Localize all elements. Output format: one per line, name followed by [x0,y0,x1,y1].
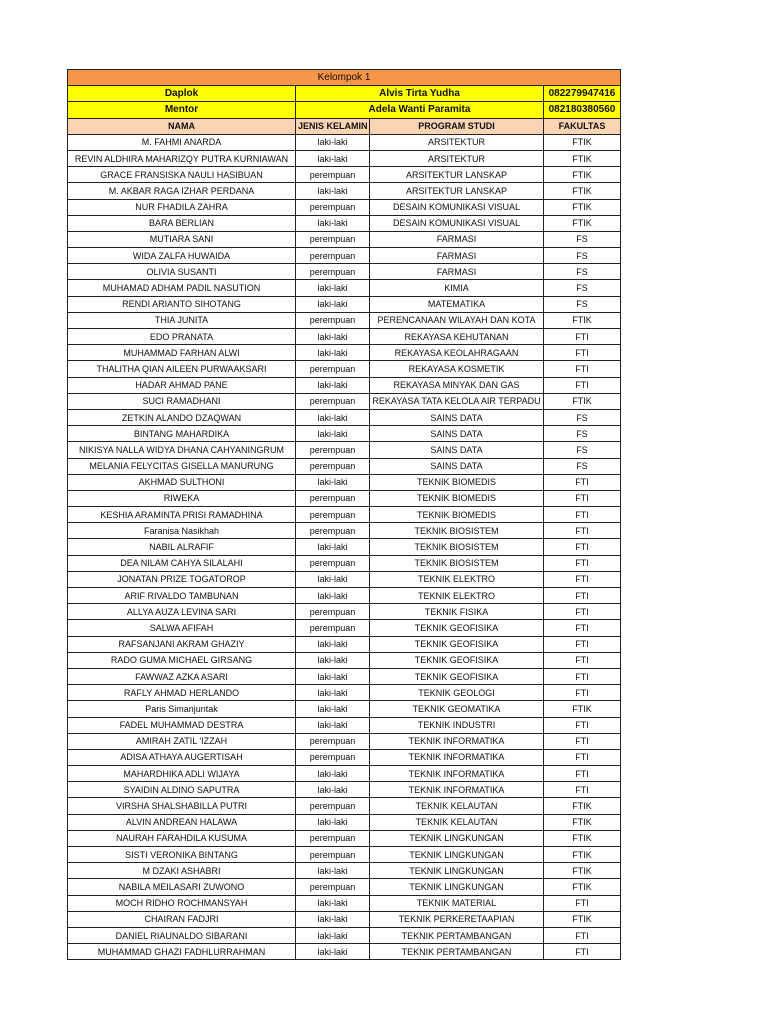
table-row [68,668,621,684]
member-faculty: FTI [544,604,621,620]
table-row [68,863,621,879]
member-name: M. AKBAR RAGA IZHAR PERDANA [68,183,296,199]
member-faculty: FTIK [544,863,621,879]
member-faculty: FTIK [544,150,621,166]
member-gender: perempuan [296,879,370,895]
member-faculty: FTI [544,685,621,701]
member-faculty: FTI [544,652,621,668]
member-gender: perempuan [296,361,370,377]
daplok-name: Alvis Tirta Yudha [296,86,544,102]
member-faculty: FTI [544,571,621,587]
member-name: MUHAMMAD GHAZI FADHLURRAHMAN [68,944,296,960]
member-gender: laki-laki [296,863,370,879]
table-row [68,183,621,199]
member-program: TEKNIK LINGKUNGAN [370,863,544,879]
member-name: ALVIN ANDREAN HALAWA [68,814,296,830]
member-program: TEKNIK PERTAMBANGAN [370,944,544,960]
table-row [68,361,621,377]
member-program: TEKNIK BIOMEDIS [370,474,544,490]
member-faculty: FTI [544,766,621,782]
member-gender: laki-laki [296,685,370,701]
group-member-table [67,69,621,960]
table-row [68,733,621,749]
member-name: SUCI RAMADHANI [68,393,296,409]
member-gender: laki-laki [296,701,370,717]
member-faculty: FTIK [544,911,621,927]
member-program: SAINS DATA [370,409,544,425]
member-program: TEKNIK INFORMATIKA [370,749,544,765]
member-gender: perempuan [296,749,370,765]
member-name: NUR FHADILA ZAHRA [68,199,296,215]
member-gender: perempuan [296,312,370,328]
member-gender: laki-laki [296,571,370,587]
member-faculty: FS [544,231,621,247]
table-row [68,329,621,345]
member-faculty: FTIK [544,183,621,199]
member-program: TEKNIK FISIKA [370,604,544,620]
member-gender: laki-laki [296,895,370,911]
member-name: SALWA AFIFAH [68,620,296,636]
member-name: ADISA ATHAYA AUGERTISAH [68,749,296,765]
member-name: SISTI VERONIKA BINTANG [68,847,296,863]
member-program: TEKNIK GEOLOGI [370,685,544,701]
header-fakultas: FAKULTAS [544,118,621,134]
member-faculty: FS [544,409,621,425]
member-gender: laki-laki [296,782,370,798]
table-row [68,264,621,280]
table-row [68,442,621,458]
table-row [68,426,621,442]
table-row [68,701,621,717]
member-program: SAINS DATA [370,426,544,442]
member-gender: perempuan [296,620,370,636]
member-gender: perempuan [296,830,370,846]
table-row [68,944,621,960]
member-faculty: FS [544,426,621,442]
member-program: TEKNIK PERKERETAAPIAN [370,911,544,927]
member-gender: laki-laki [296,345,370,361]
column-header-row [68,118,621,134]
member-name: AMIRAH ZATIL 'IZZAH [68,733,296,749]
member-name: NABILA MEILASARI ZUWONO [68,879,296,895]
member-name: MOCH RIDHO ROCHMANSYAH [68,895,296,911]
member-program: TEKNIK INFORMATIKA [370,782,544,798]
member-name: FAWWAZ AZKA ASARI [68,668,296,684]
member-program: ARSITEKTUR [370,134,544,150]
mentor-label: Mentor [68,102,296,118]
member-program: TEKNIK BIOSISTEM [370,539,544,555]
member-gender: perempuan [296,507,370,523]
member-faculty: FTIK [544,167,621,183]
member-name: DEA NILAM CAHYA SILALAHI [68,555,296,571]
member-gender: laki-laki [296,426,370,442]
table-row [68,766,621,782]
member-program: REKAYASA KEHUTANAN [370,329,544,345]
table-row [68,604,621,620]
member-name: SYAIDIN ALDINO SAPUTRA [68,782,296,798]
member-faculty: FTIK [544,814,621,830]
table-row [68,134,621,150]
member-faculty: FS [544,248,621,264]
member-program: TEKNIK KELAUTAN [370,798,544,814]
member-faculty: FTIK [544,215,621,231]
member-name: M. FAHMI ANARDA [68,134,296,150]
member-faculty: FTI [544,895,621,911]
member-name: BARA BERLIAN [68,215,296,231]
member-name: MUHAMMAD FARHAN ALWI [68,345,296,361]
member-name: MELANIA FELYCITAS GISELLA MANURUNG [68,458,296,474]
daplok-label: Daplok [68,86,296,102]
member-gender: laki-laki [296,280,370,296]
member-gender: perempuan [296,733,370,749]
member-name: NABIL ALRAFIF [68,539,296,555]
member-faculty: FTI [544,507,621,523]
table-row [68,393,621,409]
member-gender: perempuan [296,523,370,539]
member-faculty: FTI [544,636,621,652]
member-gender: laki-laki [296,814,370,830]
member-faculty: FTI [544,523,621,539]
member-gender: perempuan [296,555,370,571]
member-gender: laki-laki [296,539,370,555]
member-name: REVIN ALDHIRA MAHARIZQY PUTRA KURNIAWAN [68,150,296,166]
member-name: OLIVIA SUSANTI [68,264,296,280]
member-name: THALITHA QIAN AILEEN PURWAAKSARI [68,361,296,377]
daplok-phone: 082279947416 [544,86,621,102]
member-program: TEKNIK GEOFISIKA [370,620,544,636]
member-name: WIDA ZALFA HUWAIDA [68,248,296,264]
header-jenis-kelamin: JENIS KELAMIN [296,118,370,134]
member-faculty: FS [544,296,621,312]
member-gender: laki-laki [296,134,370,150]
table-row [68,490,621,506]
member-program: ARSITEKTUR [370,150,544,166]
member-name: RAFLY AHMAD HERLANDO [68,685,296,701]
member-program: TEKNIK INFORMATIKA [370,766,544,782]
member-gender: laki-laki [296,377,370,393]
table-row [68,847,621,863]
table-row [68,685,621,701]
member-faculty: FTI [544,555,621,571]
table-row [68,345,621,361]
member-program: SAINS DATA [370,458,544,474]
member-name: DANIEL RIAUNALDO SIBARANI [68,927,296,943]
member-program: REKAYASA KOSMETIK [370,361,544,377]
member-gender: laki-laki [296,944,370,960]
table-row [68,652,621,668]
mentor-row [68,102,621,118]
member-name: HADAR AHMAD PANE [68,377,296,393]
member-faculty: FTI [544,717,621,733]
table-row [68,895,621,911]
member-faculty: FTI [544,620,621,636]
member-program: TEKNIK ELEKTRO [370,588,544,604]
table-row [68,507,621,523]
table-row [68,312,621,328]
table-row [68,539,621,555]
table-row [68,782,621,798]
member-program: TEKNIK GEOMATIKA [370,701,544,717]
member-faculty: FS [544,458,621,474]
table-row [68,636,621,652]
member-gender: perempuan [296,231,370,247]
table-row [68,167,621,183]
member-gender: laki-laki [296,766,370,782]
member-faculty: FTIK [544,847,621,863]
member-faculty: FTI [544,474,621,490]
member-faculty: FTIK [544,199,621,215]
member-name: RENDI ARIANTO SIHOTANG [68,296,296,312]
member-name: CHAIRAN FADJRI [68,911,296,927]
member-name: RAFSANJANI AKRAM GHAZIY [68,636,296,652]
member-faculty: FTI [544,329,621,345]
table-row [68,927,621,943]
member-gender: laki-laki [296,668,370,684]
table-row [68,248,621,264]
member-program: REKAYASA MINYAK DAN GAS [370,377,544,393]
member-program: DESAIN KOMUNIKASI VISUAL [370,199,544,215]
member-gender: laki-laki [296,215,370,231]
member-program: TEKNIK INFORMATIKA [370,733,544,749]
member-gender: laki-laki [296,329,370,345]
member-gender: laki-laki [296,409,370,425]
member-name: Paris Simanjuntak [68,701,296,717]
member-gender: laki-laki [296,927,370,943]
mentor-phone: 082180380560 [544,102,621,118]
member-name: MAHARDHIKA ADLI WIJAYA [68,766,296,782]
group-title-row [68,70,621,86]
member-faculty: FTI [544,377,621,393]
member-faculty: FS [544,264,621,280]
member-program: TEKNIK BIOSISTEM [370,555,544,571]
member-name: MUTIARA SANI [68,231,296,247]
member-program: TEKNIK INDUSTRI [370,717,544,733]
member-faculty: FTI [544,490,621,506]
member-gender: perempuan [296,458,370,474]
table-row [68,798,621,814]
member-program: MATEMATIKA [370,296,544,312]
member-gender: laki-laki [296,717,370,733]
table-row [68,377,621,393]
member-gender: perempuan [296,604,370,620]
member-program: PERENCANAAN WILAYAH DAN KOTA [370,312,544,328]
member-faculty: FTI [544,539,621,555]
member-gender: laki-laki [296,474,370,490]
table-row [68,458,621,474]
member-faculty: FTIK [544,830,621,846]
member-program: TEKNIK BIOMEDIS [370,490,544,506]
member-program: TEKNIK GEOFISIKA [370,668,544,684]
table-row [68,555,621,571]
member-name: NIKISYA NALLA WIDYA DHANA CAHYANINGRUM [68,442,296,458]
member-faculty: FS [544,442,621,458]
table-row [68,620,621,636]
member-name: RIWEKA [68,490,296,506]
member-faculty: FTIK [544,798,621,814]
member-name: ZETKIN ALANDO DZAQWAN [68,409,296,425]
member-name: Faranisa Nasikhah [68,523,296,539]
member-gender: perempuan [296,199,370,215]
header-program-studi: PROGRAM STUDI [370,118,544,134]
daplok-row [68,86,621,102]
member-gender: perempuan [296,393,370,409]
member-program: TEKNIK LINGKUNGAN [370,830,544,846]
member-gender: laki-laki [296,588,370,604]
member-program: TEKNIK KELAUTAN [370,814,544,830]
member-name: FADEL MUHAMMAD DESTRA [68,717,296,733]
member-name: EDO PRANATA [68,329,296,345]
table-row [68,409,621,425]
table-row [68,150,621,166]
table-row [68,280,621,296]
member-faculty: FTI [544,944,621,960]
table-row [68,717,621,733]
member-faculty: FS [544,280,621,296]
table-row [68,830,621,846]
header-nama: NAMA [68,118,296,134]
table-row [68,474,621,490]
member-program: FARMASI [370,231,544,247]
member-faculty: FTIK [544,134,621,150]
member-name: VIRSHA SHALSHABILLA PUTRI [68,798,296,814]
member-gender: perempuan [296,847,370,863]
member-gender: perempuan [296,490,370,506]
member-faculty: FTI [544,733,621,749]
group-title: Kelompok 1 [68,70,621,86]
table-row [68,571,621,587]
member-gender: perempuan [296,248,370,264]
table-row [68,588,621,604]
table-row [68,199,621,215]
member-name: ALLYA AUZA LEVINA SARI [68,604,296,620]
table-row [68,814,621,830]
member-program: TEKNIK BIOMEDIS [370,507,544,523]
member-program: TEKNIK MATERIAL [370,895,544,911]
member-name: MUHAMAD ADHAM PADIL NASUTION [68,280,296,296]
member-faculty: FTI [544,588,621,604]
member-faculty: FTIK [544,312,621,328]
member-faculty: FTI [544,927,621,943]
member-program: ARSITEKTUR LANSKAP [370,167,544,183]
table-row [68,215,621,231]
member-program: FARMASI [370,248,544,264]
member-program: SAINS DATA [370,442,544,458]
table-row [68,296,621,312]
member-gender: laki-laki [296,652,370,668]
member-name: THIA JUNITA [68,312,296,328]
member-name: NAURAH FARAHDILA KUSUMA [68,830,296,846]
member-faculty: FTI [544,668,621,684]
table-row [68,523,621,539]
member-gender: perempuan [296,167,370,183]
member-name: JONATAN PRIZE TOGATOROP [68,571,296,587]
member-program: TEKNIK ELEKTRO [370,571,544,587]
table-row [68,749,621,765]
member-gender: perempuan [296,798,370,814]
table-row [68,879,621,895]
member-gender: perempuan [296,264,370,280]
member-faculty: FTIK [544,701,621,717]
table-row [68,911,621,927]
member-name: KESHIA ARAMINTA PRISI RAMADHINA [68,507,296,523]
member-gender: laki-laki [296,911,370,927]
member-program: TEKNIK GEOFISIKA [370,636,544,652]
member-program: TEKNIK PERTAMBANGAN [370,927,544,943]
member-program: TEKNIK GEOFISIKA [370,652,544,668]
member-faculty: FTI [544,749,621,765]
member-name: RADO GUMA MICHAEL GIRSANG [68,652,296,668]
member-faculty: FTI [544,782,621,798]
member-faculty: FTI [544,345,621,361]
member-program: REKAYASA KEOLAHRAGAAN [370,345,544,361]
table-row [68,231,621,247]
member-program: DESAIN KOMUNIKASI VISUAL [370,215,544,231]
member-faculty: FTIK [544,879,621,895]
member-faculty: FTIK [544,393,621,409]
member-faculty: FTI [544,361,621,377]
member-gender: laki-laki [296,150,370,166]
member-name: ARIF RIVALDO TAMBUNAN [68,588,296,604]
mentor-name: Adela Wanti Paramita [296,102,544,118]
member-program: REKAYASA TATA KELOLA AIR TERPADU [370,393,544,409]
member-program: FARMASI [370,264,544,280]
member-name: GRACE FRANSISKA NAULI HASIBUAN [68,167,296,183]
member-name: M DZAKI ASHABRI [68,863,296,879]
member-program: TEKNIK LINGKUNGAN [370,879,544,895]
member-program: TEKNIK BIOSISTEM [370,523,544,539]
member-name: AKHMAD SULTHONI [68,474,296,490]
member-program: ARSITEKTUR LANSKAP [370,183,544,199]
member-gender: laki-laki [296,183,370,199]
member-gender: laki-laki [296,296,370,312]
member-name: BINTANG MAHARDIKA [68,426,296,442]
member-gender: laki-laki [296,636,370,652]
member-program: TEKNIK LINGKUNGAN [370,847,544,863]
member-program: KIMIA [370,280,544,296]
member-gender: perempuan [296,442,370,458]
